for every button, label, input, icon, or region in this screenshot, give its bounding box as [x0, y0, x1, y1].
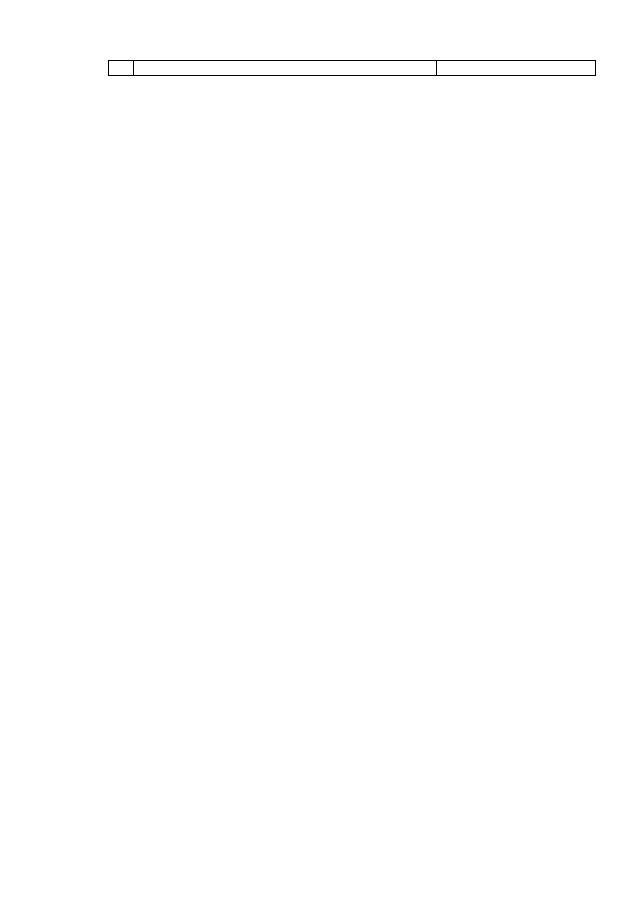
- header-col-1: [109, 61, 134, 75]
- header-col-3: [437, 61, 595, 75]
- header-col-2: [134, 61, 437, 75]
- table-header: [108, 60, 596, 76]
- document-body: [108, 60, 596, 106]
